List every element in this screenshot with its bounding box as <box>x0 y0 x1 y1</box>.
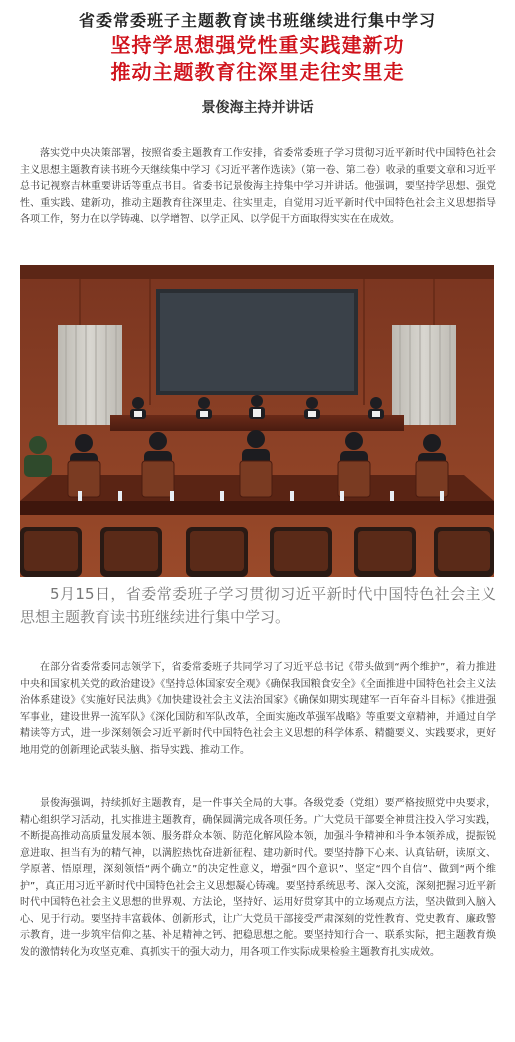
photo-caption: 5月15日，省委常委班子学习贯彻习近平新时代中国特色社会主义思想主题教育读书班继续进行集中学习。 <box>20 585 496 626</box>
article-byline: 景俊海主持并讲话 <box>201 100 314 116</box>
article-header <box>0 0 515 118</box>
article-title-line-2: 推动主题教育往深里走往实里走 <box>110 60 405 84</box>
article-title-line-1: 坚持学思想强党性重实践建新功 <box>110 33 405 57</box>
meeting-room-photo <box>20 265 494 577</box>
article-kicker: 省委常委班子主题教育读书班继续进行集中学习 <box>78 11 436 30</box>
paragraph-3: 景俊海强调，持续抓好主题教育，是一件事关全局的大事。各级党委（党组）要严格按照党中央要求，精心组织学习活动，扎实推进主题教育，确保圆满完成各项任务。广大党员干部要全神贯注投入学习实践，不断提高推动高质量发展本领、服务群众本领、防范化解风险本领，加强斗争精神和斗争本领养成，提振锐意进取、担当有为的精气神，以满腔热忱奋进新征程、建功新时代。要坚持静下心来、认真钻研，读原文、学原著、悟原理，深刻领悟“两个确立”的决定性意义，增强“四个意识”、坚定“四个自信”、做到“两个维护”，真正用习近平新时代中国特色社会主义思想凝心铸魂。要坚持系统思考、深入交流，深刻把握习近平新时代中国特色社会主义思想的世界观、方法论，坚持好、运用好贯穿其中的立场观点方法，坚决做到入脑入心、见于行动。要坚持丰富载体、创新形式，让广大党员干部接受严肃深刻的党性教育、党史教育、廉政警示教育，进一步筑牢信仰之基、补足精神之钙、把稳思想之舵。要坚持知行合一、联系实际，把主题教育焕发的激情转化为攻坚克难、真抓实干的强大动力，用各项工作实际成果检验主题教育扎实成效。 <box>20 798 496 958</box>
paragraph-1: 落实党中央决策部署，按照省委主题教育工作安排，省委常委班子学习贯彻习近平新时代中国特色社会主义思想主题教育读书班今天继续集中学习《习近平著作选读》（第一卷、第二卷）收录的重要文章和习近平总书记视察吉林重要讲话等重点书目。省委书记景俊海主持集中学习并讲话。他强调，要坚持学思想、强党性、重实践、建新功，推动主题教育往深里走、往实里走，自觉用习近平新时代中国特色社会主义思想指导各项工作，努力在以学铸魂、以学增智、以学正风、以学促干方面取得实实在在成效。 <box>20 148 496 225</box>
paragraph-2: 在部分省委常委同志领学下，省委常委班子共同学习了习近平总书记《带头做到“两个维护”，着力推进中央和国家机关党的政治建设》《坚持总体国家安全观》《确保我国粮食安全》《全面推进中国特色社会主义法治体系建设》《实施好民法典》《加快建设社会主义法治国家》《确保如期实现建军一百年奋斗目标》《推进强军事业，建设世界一流军队》《深化国防和军队改革，全面实施改革强军战略》等重要文章精神，并通过自学精读等方式，进一步深刻领会习近平新时代中国特色社会主义思想的科学体系、精髓要义、实践要求，更好地用党的创新理论武装头脑、指导实践、推动工作。 <box>20 662 496 756</box>
